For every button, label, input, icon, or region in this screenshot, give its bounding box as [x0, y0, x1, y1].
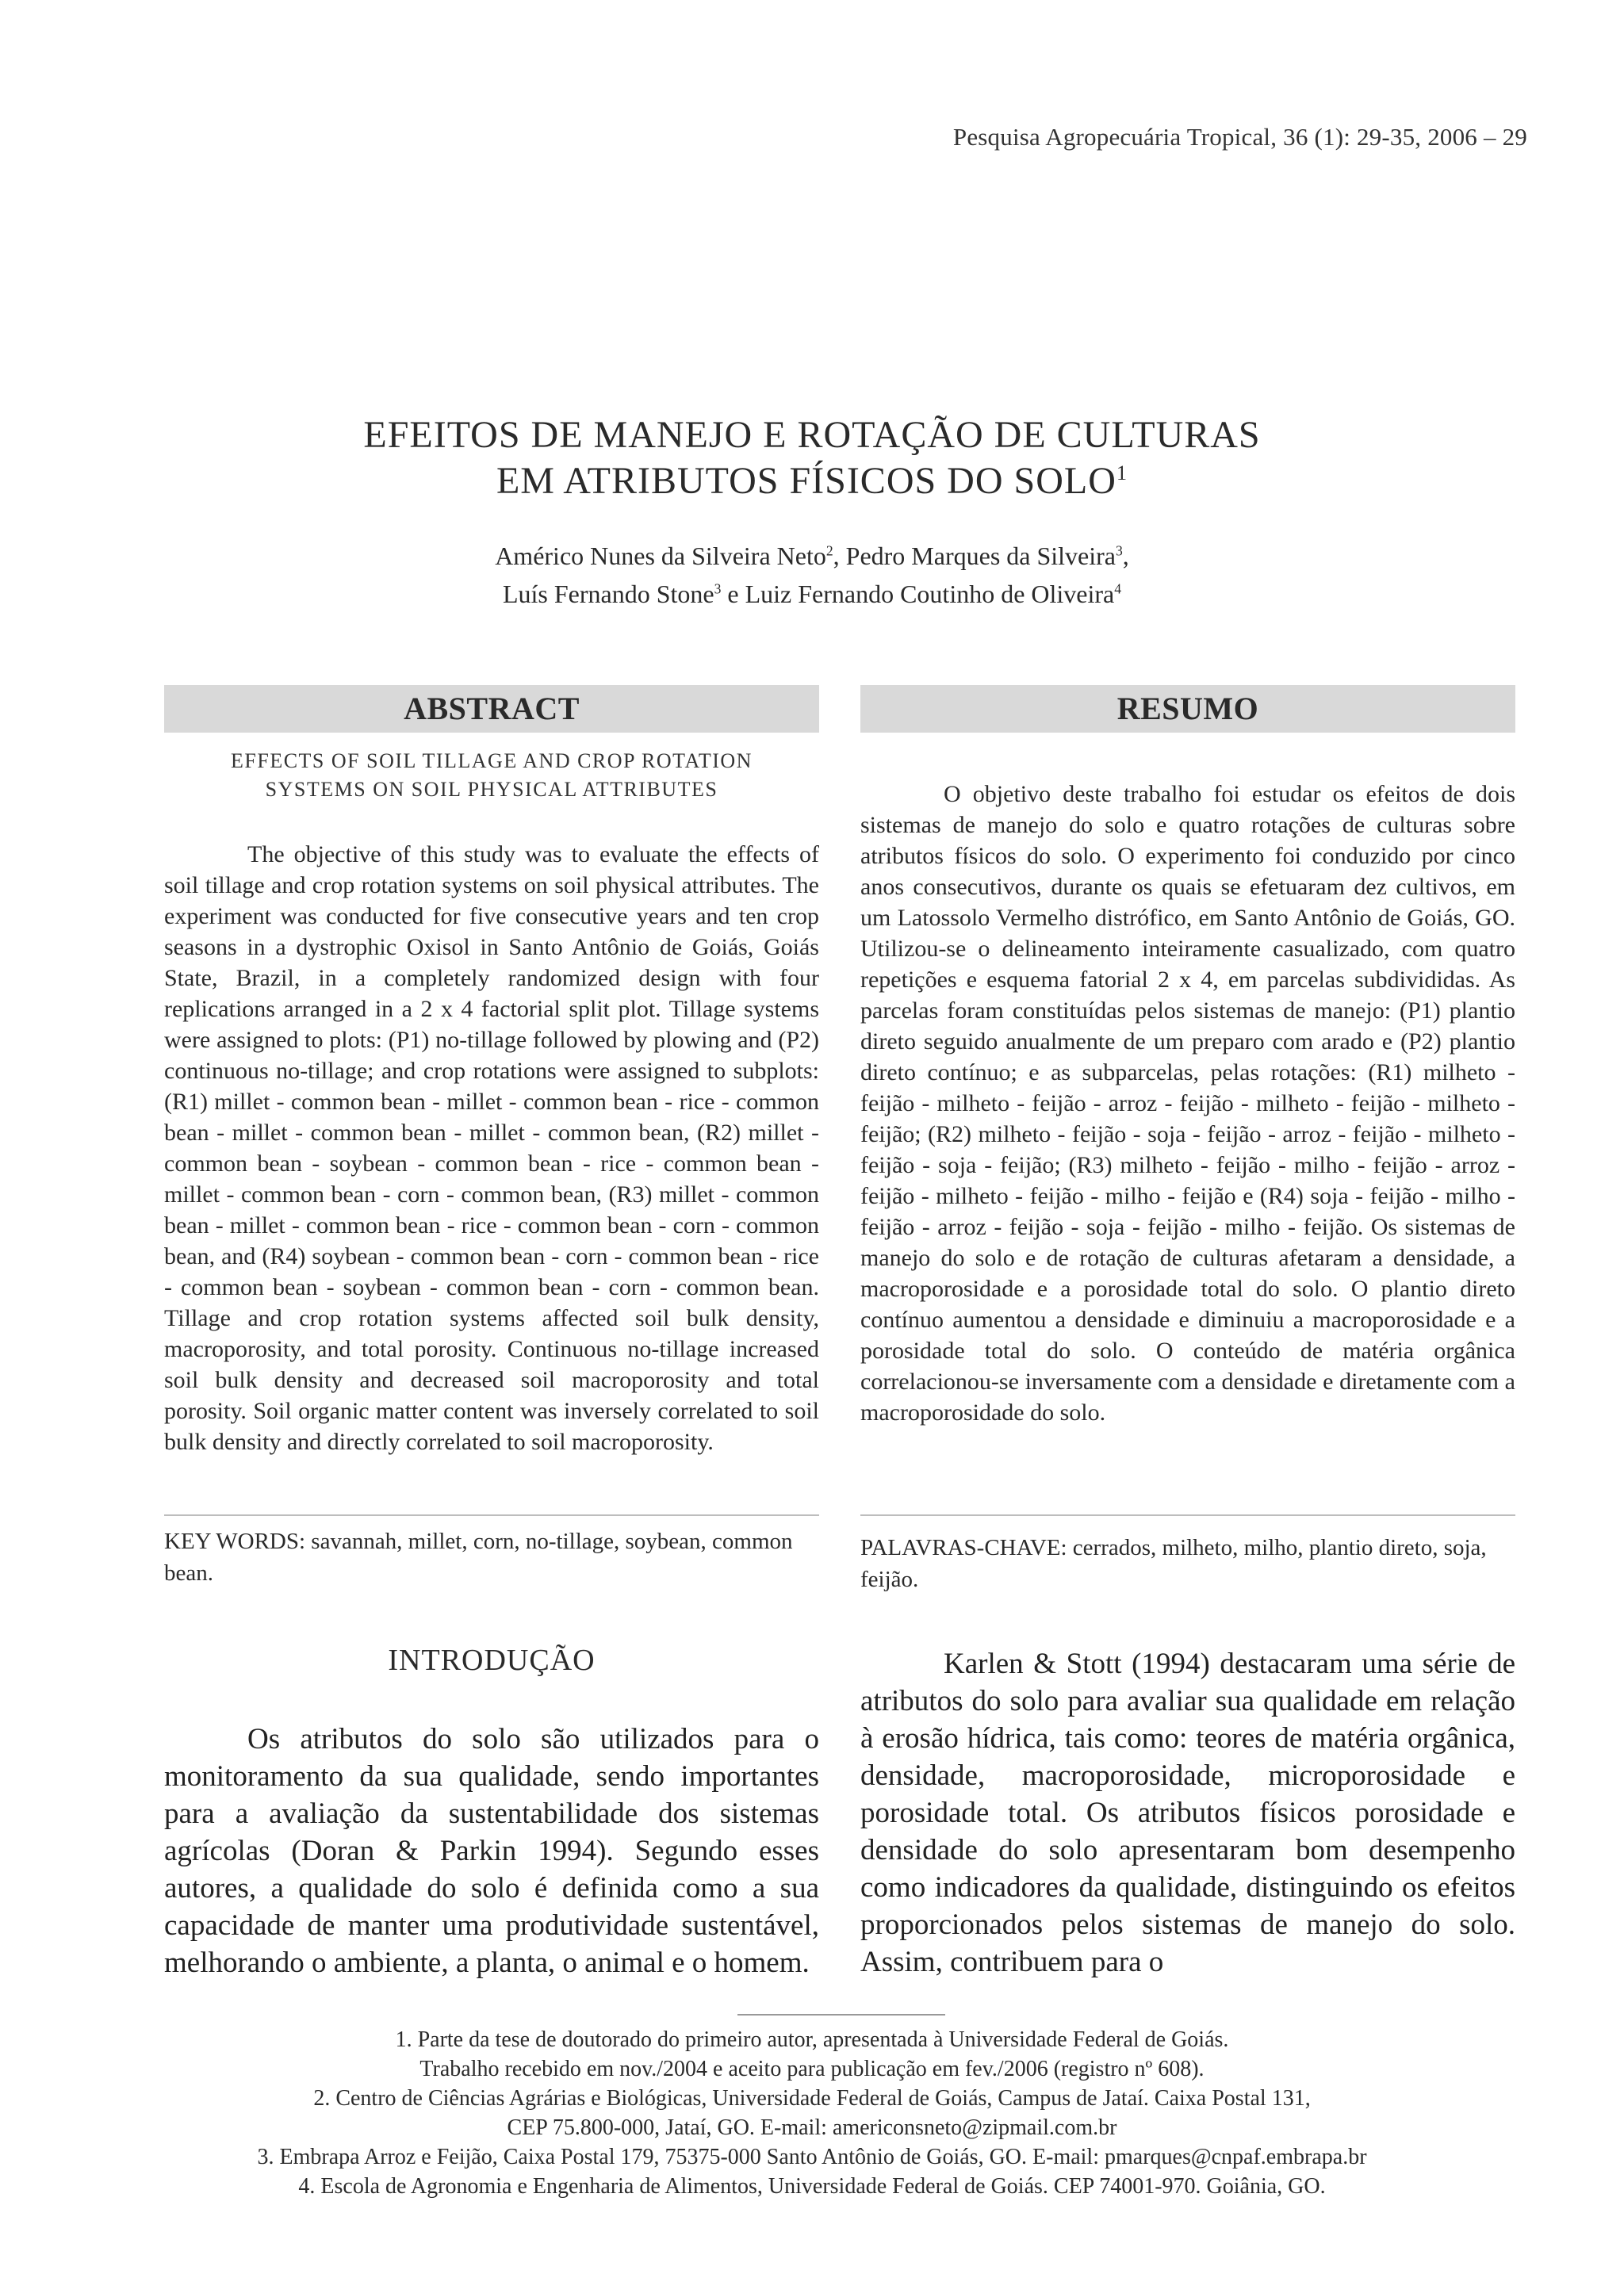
abstract-text: The objective of this study was to evaluate the effects of soil tillage and crop rotation systems on soil physical attributes. The experiment was conducted for five consecutive years and ten crop seasons in a dystrophic Oxisol in Santo Antônio de Goiás, Goiás State, Brazil, in a completely randomized design with four replications arranged in a 2 x 4 factorial split plot. Tillage systems were assigned to plots: (P1) no-tillage followed by plowing and (P2) continuous no-tillage; and crop rotations were assigned to subplots: (R1) millet - common bean - millet - common bean - rice - common bean - millet - common bean - millet - common bean, (R2) millet - common bean - soybean - common bean - rice - common bean - millet - common bean - corn - common bean, (R3) millet - common bean - millet - common bean - rice - common bean - corn - common bean, and (R4) soybean - common bean - corn - common bean - rice - common bean - soybean - common bean - corn - common bean. Tillage and crop rotation systems affected soil bulk density, macroporosity, and total porosity. Continuous no-tillage increased soil bulk density and decreased soil macroporosity and total porosity. Soil organic matter content was inversely correlated to soil bulk density and directly correlated to soil macroporosity. — [164, 841, 819, 1455]
abstract-keywords: KEY WORDS: savannah, millet, corn, no-tillage, soybean, common bean. — [164, 1529, 793, 1586]
abstract-subtitle-line-1: EFFECTS OF SOIL TILLAGE AND CROP ROTATION — [231, 749, 753, 772]
footnotes — [95, 2025, 1529, 2201]
title-line-1: EFEITOS DE MANEJO E ROTAÇÃO DE CULTURAS — [363, 414, 1261, 456]
footnote-2-line-1: 2. Centro de Ciências Agrárias e Biológicas, Universidade Federal de Goiás, Campus de Jataí. Caixa Postal 131, — [313, 2086, 1311, 2111]
title-line-2-text: EM ATRIBUTOS FÍSICOS DO SOLO — [496, 460, 1116, 502]
authors-line-2 — [0, 575, 1624, 613]
footnote-1-line-1: 1. Parte da tese de doutorado do primeiro autor, apresentada à Universidade Federal de Goiás. — [395, 2027, 1229, 2052]
author-3-marker: 3 — [714, 580, 722, 597]
resumo-section — [860, 685, 1515, 1428]
resumo-heading: RESUMO — [860, 685, 1515, 733]
footnote-3: 3. Embrapa Arroz e Feijão, Caixa Postal 179, 75375-000 Santo Antônio de Goiás, GO. E-mail: pmarques@cnpaf.embrapa.br — [257, 2145, 1367, 2169]
introducao-right-block — [860, 1645, 1515, 1981]
authors-line-1 — [0, 537, 1624, 575]
author-1-marker: 2 — [825, 542, 833, 559]
footnote-divider — [737, 2014, 945, 2016]
resumo-text: O objetivo deste trabalho foi estudar os efeitos de dois sistemas de manejo do solo e quatro rotações de culturas sobre atributos físicos do solo. O experimento foi conduzido por cinco anos consecutivos, durante os quais se efetuaram dez cultivos, em um Latossolo Vermelho distrófico, em Santo Antônio de Goiás, GO. Utilizou-se o delineamento inteiramente casualizado, com quatro repetições e esquema fatorial 2 x 4, em parcelas subdivididas. As parcelas foram constituídas pelos sistemas de manejo: (P1) plantio direto seguido anualmente de um preparo com arado e (P2) plantio direto contínuo; e as subparcelas, pelas rotações: (R1) milheto - feijão - milheto - feijão - arroz - feijão - milheto - feijão - milheto - feijão; (R2) milheto - feijão - soja - feijão - arroz - feijão - milheto - feijão - soja - feijão; (R3) milheto - feijão - milho - feijão - arroz - feijão - milheto - feijão - milho - feijão e (R4) soja - feijão - milho - feijão - arroz - feijão - soja - feijão - milho - feijão. Os sistemas de manejo do solo e de rotação de culturas afetaram a densidade, a macroporosidade e a porosidade total do solo. O plantio direto contínuo aumentou a densidade e diminuiu a macroporosidade e a porosidade total do solo. O conteúdo de matéria orgânica correlacionou-se inversamente com a densidade e diretamente com a macroporosidade do solo. — [860, 781, 1515, 1426]
introducao-heading-block — [164, 1643, 819, 1678]
introducao-left-block — [164, 1721, 819, 1981]
title-line-2 — [0, 458, 1624, 504]
author-separator-3: e — [721, 580, 745, 608]
abstract-section — [164, 685, 819, 1457]
title-footnote-marker: 1 — [1116, 461, 1128, 484]
resumo-keywords-block — [860, 1532, 1515, 1595]
article-title — [0, 412, 1624, 504]
resumo-keywords: PALAVRAS-CHAVE: cerrados, milheto, milho, plantio direto, soja, feijão. — [860, 1535, 1487, 1592]
author-separator-1: , — [833, 542, 846, 570]
running-head: Pesquisa Agropecuária Tropical, 36 (1): 29-35, 2006 – 29 — [952, 123, 1527, 151]
author-2-marker: 3 — [1116, 542, 1123, 559]
abstract-heading: ABSTRACT — [164, 685, 819, 733]
authors — [0, 537, 1624, 613]
abstract-divider — [164, 1514, 819, 1516]
abstract-keywords-block — [164, 1526, 819, 1589]
author-4: Luiz Fernando Coutinho de Oliveira — [745, 580, 1115, 608]
author-2: Pedro Marques da Silveira — [845, 542, 1116, 570]
introducao-heading: INTRODUÇÃO — [388, 1644, 596, 1677]
author-separator-2: , — [1122, 542, 1129, 570]
introducao-paragraph-right: Karlen & Stott (1994) destacaram uma série de atributos do solo para avaliar sua qualidade em relação à erosão hídrica, tais como: teores de matéria orgânica, densidade, macroporosidade, microporosidade e porosidade total. Os atributos físicos porosidade e densidade do solo apresentaram bom desempenho como indicadores da qualidade, distinguindo os efeitos proporcionados pelos sistemas de manejo do solo. Assim, contribuem para o — [860, 1648, 1515, 1978]
abstract-subtitle — [164, 747, 819, 804]
resumo-divider — [860, 1514, 1515, 1516]
footnote-2-line-2: CEP 75.800-000, Jataí, GO. E-mail: americonsneto@zipmail.com.br — [507, 2115, 1117, 2140]
abstract-subtitle-line-2: SYSTEMS ON SOIL PHYSICAL ATTRIBUTES — [265, 778, 718, 801]
footnote-1-line-2: Trabalho recebido em nov./2004 e aceito para publicação em fev./2006 (registro nº 608). — [419, 2057, 1205, 2081]
footnote-4: 4. Escola de Agronomia e Engenharia de Alimentos, Universidade Federal de Goiás. CEP 74001-970. Goiânia, GO. — [298, 2174, 1326, 2199]
author-1: Américo Nunes da Silveira Neto — [495, 542, 826, 570]
introducao-paragraph-left: Os atributos do solo são utilizados para o monitoramento da sua qualidade, sendo importantes para a avaliação da sustentabilidade dos sistemas agrícolas (Doran & Parkin 1994). Segundo esses autores, a qualidade do solo é definida como a sua capacidade de manter uma produtividade sustentável, melhorando o ambiente, a planta, o animal e o homem. — [164, 1723, 819, 1979]
author-3: Luís Fernando Stone — [502, 580, 714, 608]
author-4-marker: 4 — [1114, 580, 1122, 597]
